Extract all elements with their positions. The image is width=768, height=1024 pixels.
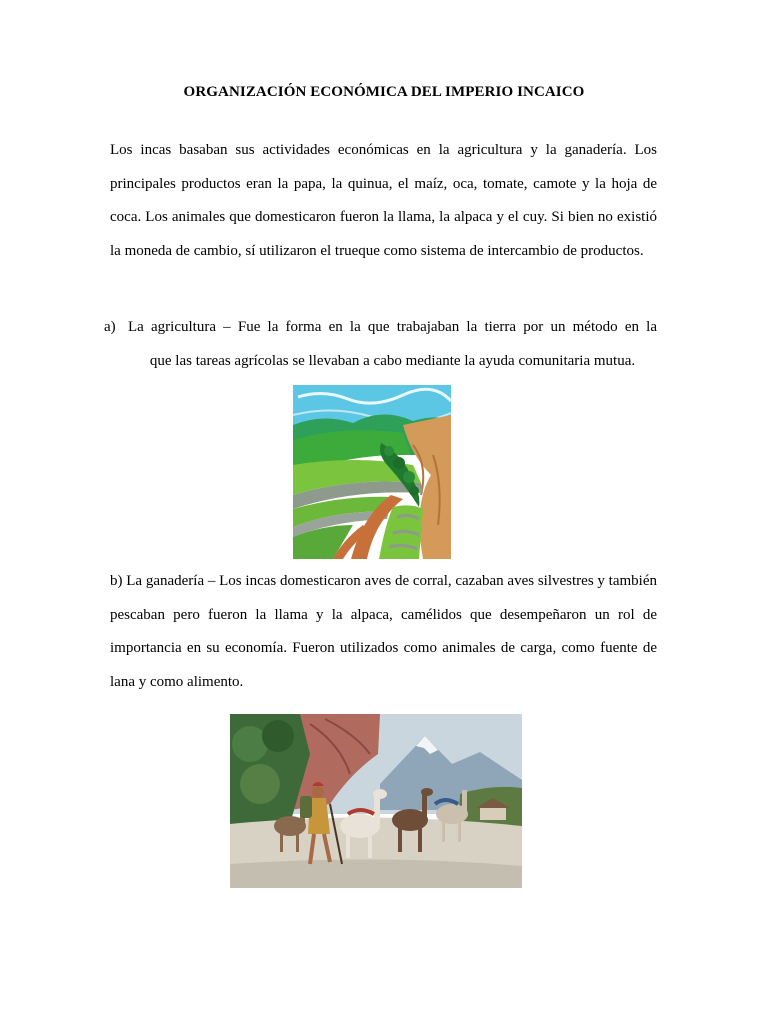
llama-caravan-illustration [230, 714, 522, 888]
terraces-illustration [293, 385, 451, 559]
list-item-line-2: que las tareas agrícolas se llevaban a cabo mediante la ayuda comunitaria mutua. [149, 353, 636, 369]
list-marker: a) [104, 319, 116, 335]
ganaderia-paragraph: b) La ganadería – Los incas domesticaron aves de corral, cazaban aves silvestres y también pescaban pero fueron la llama y la alpaca, camélidos que desempeñaron un rol de importancia en su economía. Fueron utilizados como animales de carga, como fuente de lana y como alimento. [110, 573, 657, 690]
page-title: ORGANIZACIÓN ECONÓMICA DEL IMPERIO INCAICO [183, 84, 585, 100]
list-item-text [128, 310, 657, 378]
list-item-agricultura [104, 310, 657, 378]
list-item-line-1: La agricultura – Fue la forma en la que trabajaban la tierra por un método en la [128, 319, 657, 335]
intro-paragraph: Los incas basaban sus actividades económicas en la agricultura y la ganadería. Los principales productos eran la papa, la quinua, el maíz, oca, tomate, camote y la hoja de coca. Los animales que domesticaron fueron la llama, la alpaca y el cuy. Si bien no existió la moneda de cambio, sí utilizaron el trueque como sistema de intercambio de productos. [110, 142, 657, 259]
